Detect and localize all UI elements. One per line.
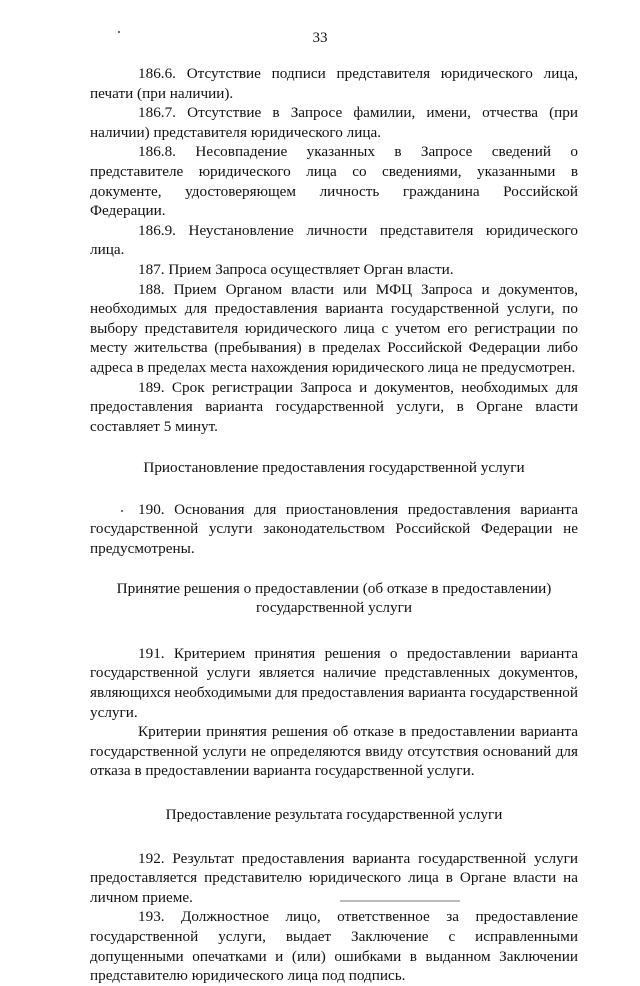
page-number: 33 [312,30,328,46]
paragraph-187: 187. Прием Запроса осуществляет Орган власти. [138,260,454,278]
document-body [90,64,578,986]
scan-edge-mark [340,900,460,902]
section-heading-suspension: Приостановление предоставления государственной услуги [143,459,525,477]
paragraph-193: 193. Должностное лицо, ответственное за предоставление государственной услуги, выдает Заключение с исправленными допущенными опечатками и (или) ошибками в выданном Заключении представителю юридического лица под подпись. [90,908,578,985]
paragraph-refusal-criteria: Критерии принятия решения об отказе в предоставлении варианта государственной услуги не определяются ввиду отсутствия оснований для отказа в предоставлении варианта государственной услуги. [90,723,578,780]
paragraph-192: 192. Результат предоставления варианта государственной услуги предоставляется представителю юридического лица в Органе власти на личном приеме. [90,849,578,906]
section-heading-decision-line-1: Принятие решения о предоставлении (об отказе в предоставлении) [116,579,552,597]
section-heading-result: Предоставление результата государственной услуги [165,806,503,823]
paragraph-186-7: 186.7. Отсутствие в Запросе фамилии, имени, отчества (при наличии) представителя юридического лица. [90,104,578,141]
paragraph-186-8: 186.8. Несовпадение указанных в Запросе сведений о представителе юридического лица со сведениями, указанными в документе, удостоверяющем личность гражданина Российской Федерации. [90,143,578,220]
paragraph-190: 190. Основания для приостановления предоставления варианта государственной услуги законодательством Российской Федерации не предусмотрены. [90,500,578,558]
paragraph-191: 191. Критерием принятия решения о предоставлении варианта государственной услуги является наличие представленных документов, являющихся необходимыми для предоставления варианта государственной услуги. [90,644,578,721]
paragraph-186-6: 186.6. Отсутствие подписи представителя юридического лица, печати (при наличии). [90,65,578,102]
paragraph-188: 188. Прием Органом власти или МФЦ Запроса и документов, необходимых для предоставления варианта государственной услуги, по выбору представителя юридического лица с учетом его регистрации по месту жительства (пребывания) в пределах Российской Федерации либо адреса в пределах места нахождения юридического лица не предусмотрен. [90,280,578,376]
section-heading-decision [90,579,578,618]
paragraph-189: 189. Срок регистрации Запроса и документов, необходимых для предоставления варианта государственной услуги, в Органе власти составляет 5 минут. [90,378,578,435]
section-heading-decision-line-2: государственной услуги [256,599,412,617]
paragraph-186-9: 186.9. Неустановление личности представителя юридического лица. [90,221,578,259]
